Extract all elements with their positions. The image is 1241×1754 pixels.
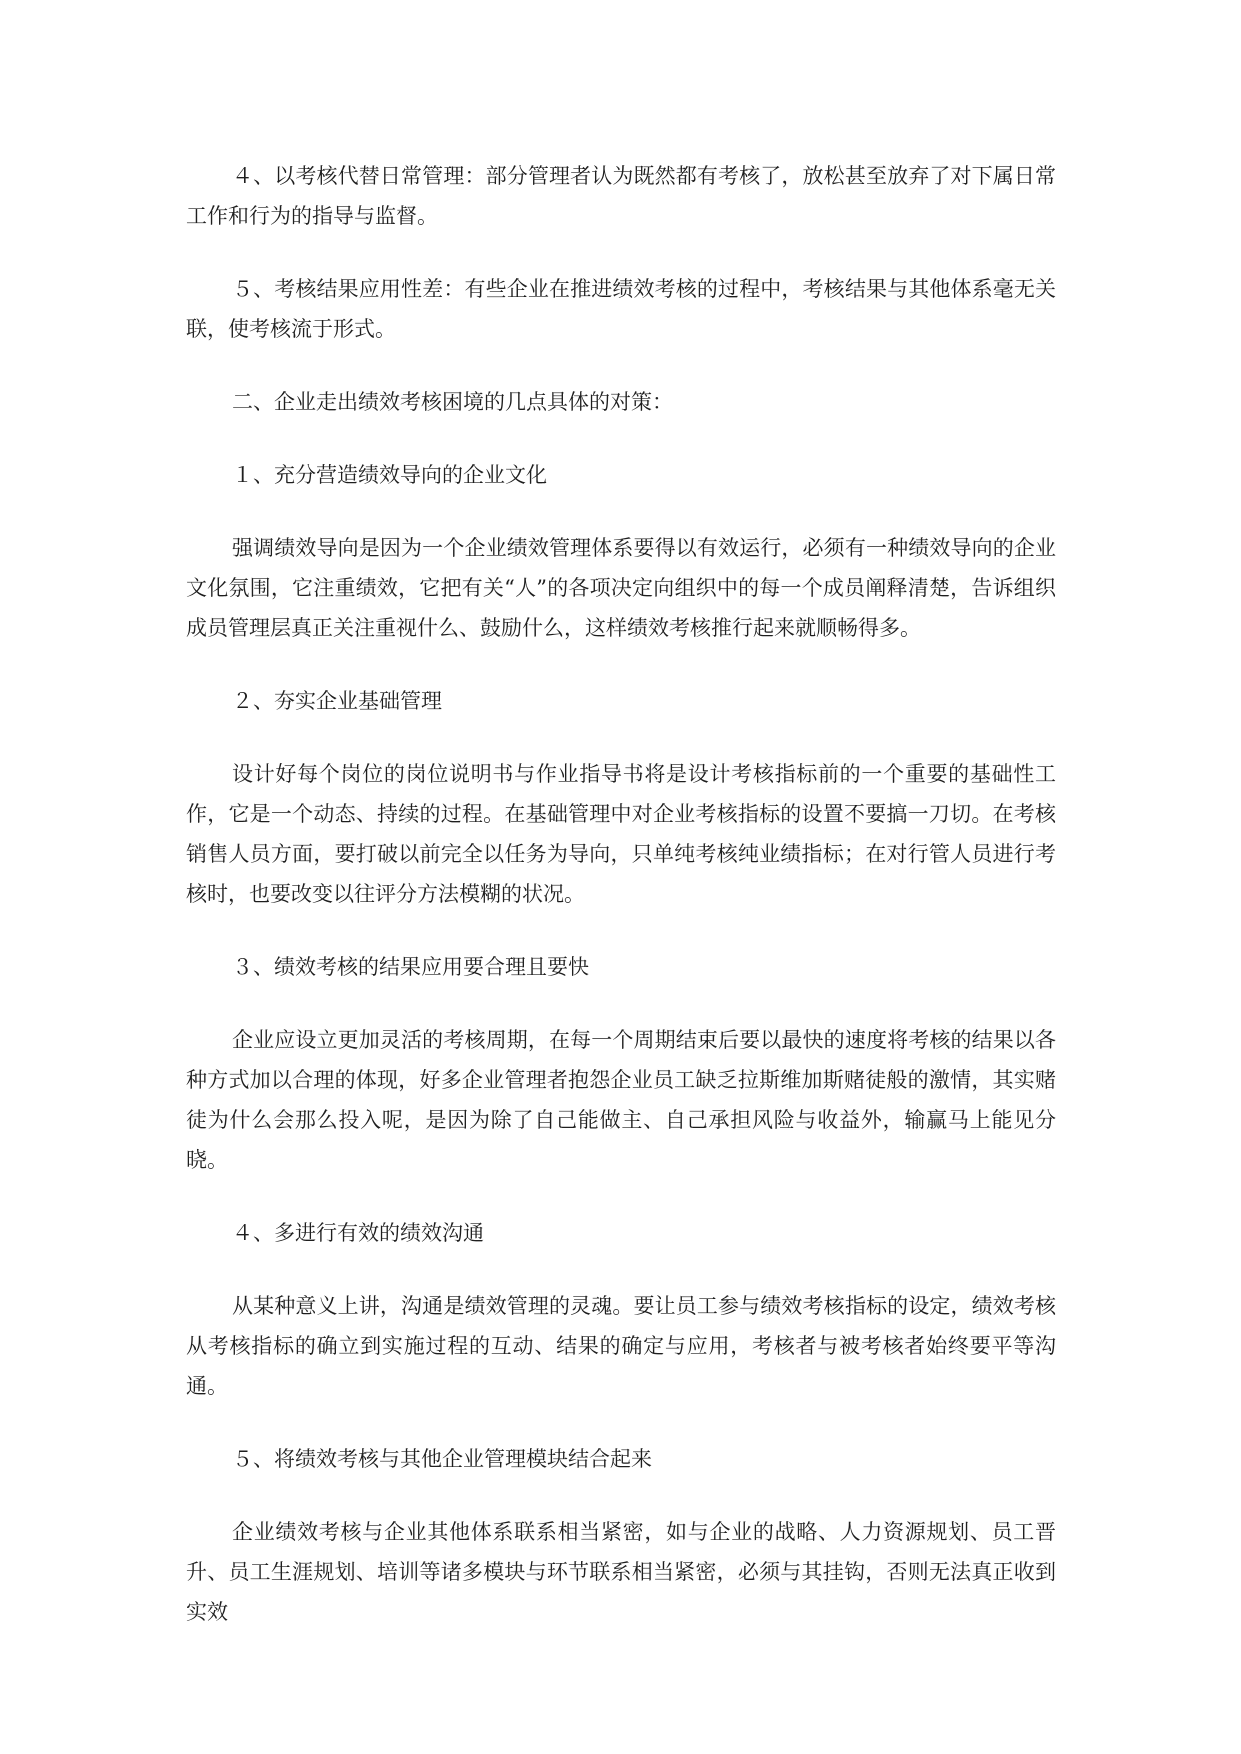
subheading-1: １、充分营造绩效导向的企业文化 (232, 463, 547, 487)
paragraph-point-4-problem: ４、以考核代替日常管理：部分管理者认为既然都有考核了，放松甚至放弃了对下属日常工作和行为的指导与监督。 (186, 164, 1056, 228)
subheading-5: ５、将绩效考核与其他企业管理模块结合起来 (232, 1447, 652, 1471)
paragraph-3-body: 企业应设立更加灵活的考核周期，在每一个周期结束后要以最快的速度将考核的结果以各种方式加以合理的体现，好多企业管理者抱怨企业员工缺乏拉斯维加斯赌徒般的激情，其实赌徒为什么会那么投入呢，是因为除了自己能做主、自己承担风险与收益外，输赢马上能见分晓。 (186, 1028, 1056, 1172)
paragraph-4-body: 从某种意义上讲，沟通是绩效管理的灵魂。要让员工参与绩效考核指标的设定，绩效考核从考核指标的确立到实施过程的互动、结果的确定与应用，考核者与被考核者始终要平等沟通。 (186, 1294, 1056, 1398)
paragraph-1-body: 强调绩效导向是因为一个企业绩效管理体系要得以有效运行，必须有一种绩效导向的企业文化氛围，它注重绩效，它把有关“人”的各项决定向组织中的每一个成员阐释清楚，告诉组织成员管理层真正关注重视什么、鼓励什么，这样绩效考核推行起来就顺畅得多。 (186, 536, 1056, 640)
paragraph-5-body: 企业绩效考核与企业其他体系联系相当紧密，如与企业的战略、人力资源规划、员工晋升、员工生涯规划、培训等诸多模块与环节联系相当紧密，必须与其挂钩，否则无法真正收到实效 (186, 1520, 1056, 1624)
subheading-4: ４、多进行有效的绩效沟通 (232, 1221, 484, 1245)
paragraph-2-body: 设计好每个岗位的岗位说明书与作业指导书将是设计考核指标前的一个重要的基础性工作，它是一个动态、持续的过程。在基础管理中对企业考核指标的设置不要搞一刀切。在考核销售人员方面，要打破以前完全以任务为导向，只单纯考核纯业绩指标；在对行管人员进行考核时，也要改变以往评分方法模糊的状况。 (186, 762, 1056, 906)
document-page (186, 156, 1056, 1632)
subheading-2: ２、夯实企业基础管理 (232, 689, 442, 713)
section-heading-countermeasures: 二、企业走出绩效考核困境的几点具体的对策： (232, 390, 673, 414)
paragraph-point-5-problem: ５、考核结果应用性差：有些企业在推进绩效考核的过程中，考核结果与其他体系毫无关联，使考核流于形式。 (186, 277, 1056, 341)
subheading-3: ３、绩效考核的结果应用要合理且要快 (232, 955, 589, 979)
